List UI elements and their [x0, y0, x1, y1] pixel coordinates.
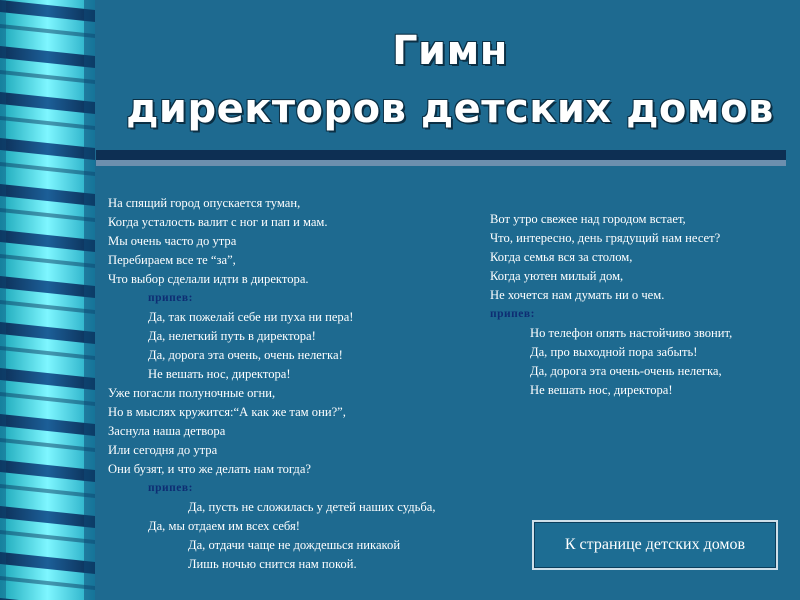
- lyric-line: Когда семья вся за столом,: [490, 250, 633, 264]
- lyric-line: Да, нелегкий путь в директора!: [148, 329, 316, 343]
- children-homes-page-link-button[interactable]: [532, 520, 778, 570]
- lyric-line: Да, про выходной пора забыть!: [530, 345, 698, 359]
- lyric-line: Перебираем все те “за”,: [108, 253, 236, 267]
- title-line-1: Гимн: [392, 28, 508, 74]
- lyric-line: Да, пусть не сложилась у детей наших судьба,: [188, 500, 436, 514]
- title-divider: [96, 150, 786, 167]
- divider-dark-bar: [96, 150, 786, 160]
- divider-light-bar: [96, 160, 786, 166]
- lyric-line: Но телефон опять настойчиво звонит,: [530, 326, 733, 340]
- lyric-line: Или сегодня до утра: [108, 443, 218, 457]
- lyric-line: Вот утро свежее над городом встает,: [490, 212, 686, 226]
- lyric-line: Что, интересно, день грядущий нам несет?: [490, 231, 721, 245]
- lyrics-column-left: [108, 194, 436, 574]
- lyric-line: Да, дорога эта очень-очень нелегка,: [530, 364, 722, 378]
- lyric-line: Что выбор сделали идти в директора.: [108, 272, 309, 286]
- lyric-line: Уже погасли полуночные огни,: [108, 386, 276, 400]
- lyric-line: Не вешать нос, директора!: [148, 367, 291, 381]
- lyric-line: Они бузят, и что же делать нам тогда?: [108, 462, 311, 476]
- lyric-line: Не вешать нос, директора!: [530, 383, 673, 397]
- lyric-line: Лишь ночью снится нам покой.: [188, 557, 357, 571]
- nav-button-label: К странице детских домов: [564, 536, 746, 553]
- slide-title: [120, 22, 780, 138]
- lyric-line: Да, отдачи чаще не дождешься никакой: [188, 538, 401, 552]
- lyric-line: Да, дорога эта очень, очень нелегка!: [148, 348, 343, 362]
- lyrics-column-right: [490, 210, 732, 400]
- lyric-line: Когда уютен милый дом,: [490, 269, 624, 283]
- chorus-label: припев:: [148, 292, 193, 304]
- lyric-line: Не хочется нам думать ни о чем.: [490, 288, 665, 302]
- chorus-label: припев:: [148, 482, 193, 494]
- lyric-line: Но в мыслях кружится:“А как же там они?”,: [108, 405, 346, 419]
- spiral-ribbon-decoration: [0, 0, 95, 600]
- lyric-line: Мы очень часто до утра: [108, 234, 237, 248]
- lyric-line: Заснула наша детвора: [108, 424, 226, 438]
- title-line-2: директоров детских домов: [126, 86, 774, 132]
- lyric-line: Да, так пожелай себе ни пуха ни пера!: [148, 310, 354, 324]
- lyric-line: На спящий город опускается туман,: [108, 196, 301, 210]
- lyric-line: Когда усталость валит с ног и пап и мам.: [108, 215, 328, 229]
- chorus-label: припев:: [490, 308, 535, 320]
- lyric-line: Да, мы отдаем им всех себя!: [148, 519, 300, 533]
